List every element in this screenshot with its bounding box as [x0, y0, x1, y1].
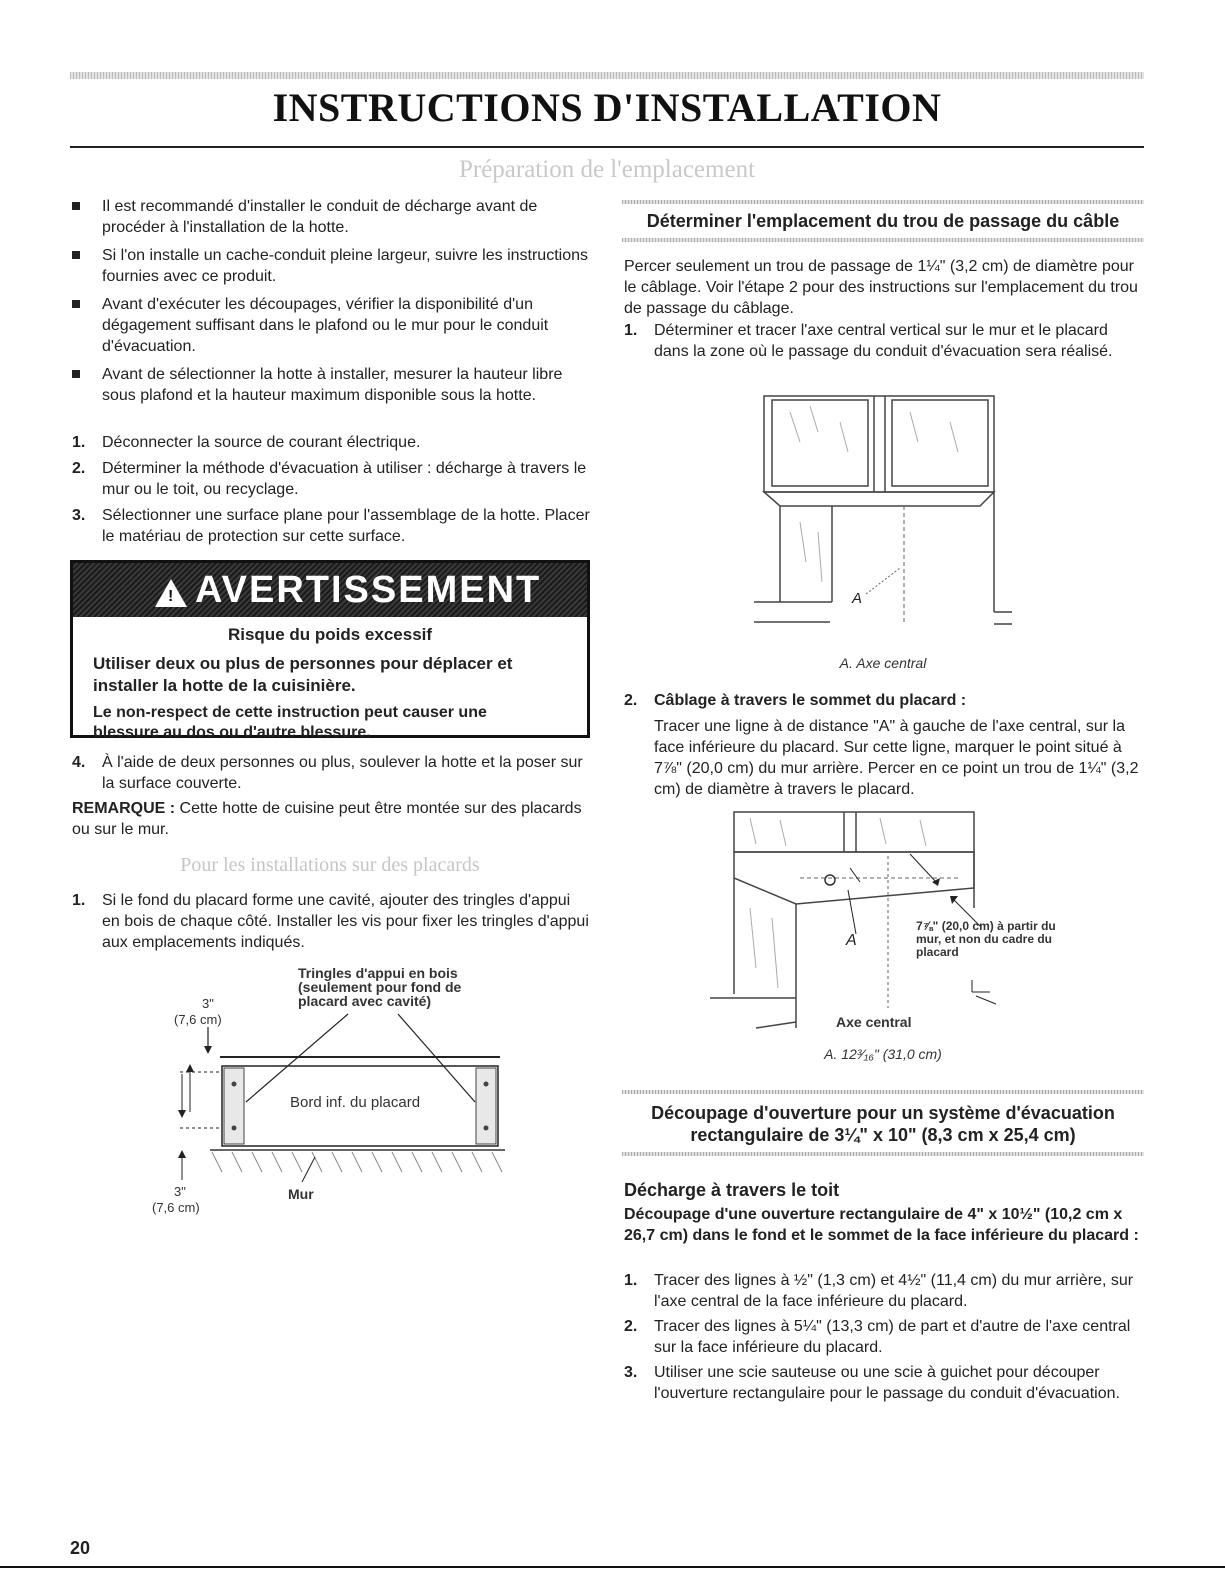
- bullet-text: Il est recommandé d'installer le conduit de décharge avant de procéder à l'installation de la hotte.: [102, 198, 538, 236]
- step-item: [72, 752, 592, 794]
- warning-header-text: AVERTISSEMENT: [195, 569, 542, 611]
- step-item: [72, 505, 592, 547]
- bottom-rule: [0, 1566, 1225, 1568]
- drill-point-figure: [700, 808, 1070, 1038]
- step-number: 1.: [72, 892, 86, 909]
- warning-box: [70, 560, 590, 741]
- centerline-figure-svg: [740, 392, 1020, 638]
- step-number: 4.: [72, 754, 86, 771]
- bullet-text: Si l'on installe un cache-conduit pleine largeur, suivre les instructions fournies avec ce produit.: [102, 247, 588, 285]
- step-title: Câblage à travers le sommet du placard :: [654, 692, 967, 709]
- heading-dotted-bar: [622, 1152, 1144, 1156]
- step-text: Déconnecter la source de courant électrique.: [102, 434, 421, 451]
- step-text: Déterminer la méthode d'évacuation à utiliser : décharge à travers le mur ou le toit, ou recyclage.: [102, 460, 587, 498]
- step-text: Tracer des lignes à 5¼" (13,3 cm) de part et d'autre de l'axe central sur la face inférieure du placard.: [654, 1318, 1131, 1356]
- step-number: 3.: [72, 507, 86, 524]
- figure-label-a: A: [846, 932, 857, 949]
- step-number: 2.: [624, 1318, 638, 1335]
- bullet-mark: [72, 251, 80, 259]
- wall-label: Mur: [288, 1186, 314, 1202]
- remark-label: REMARQUE :: [72, 800, 176, 817]
- step-number: 1.: [72, 434, 86, 451]
- figure-caption: A. Axe central: [839, 655, 927, 671]
- title-rule: [70, 146, 1144, 148]
- bullet-item: [72, 245, 592, 287]
- figure-label-a: A: [852, 590, 863, 607]
- figure-caption: A. 12³⁄₁₆" (31,0 cm): [824, 1046, 942, 1062]
- step-item: [72, 890, 592, 953]
- subsection-title: Pour les installations sur des placards: [180, 854, 480, 876]
- remark-text: Cette hotte de cuisine peut être montée sur des placards ou sur le mur.: [72, 800, 582, 838]
- bullet-mark: [72, 202, 80, 210]
- bullet-mark: [72, 300, 80, 308]
- bottom-edge-label: Bord inf. du placard: [290, 1094, 421, 1111]
- top-dotted-bar: [70, 72, 1144, 79]
- step-number: 2.: [624, 692, 638, 709]
- warning-header: [73, 563, 587, 617]
- cable-hole-heading: Déterminer l'emplacement du trou de passage du câble: [646, 211, 1120, 231]
- bullet-mark: [72, 370, 80, 378]
- section-title: Préparation de l'emplacement: [458, 156, 756, 183]
- step-text: Tracer une ligne à de distance "A" à gauche de l'axe central, sur la face inférieure du placard. Sur cette ligne, marquer le point situé à 7⅞" (20,0 cm) du mur arrière. Percer en ce point un trou de 1¼" (3,2 cm) de diamètre à travers le placard.: [654, 718, 1139, 798]
- remark: [72, 798, 582, 840]
- top-dimension-label: 3": [202, 996, 214, 1011]
- heading-dotted-bar: [622, 200, 1144, 204]
- warning-consequence: Le non-respect de cette instruction peut causer une blessure au dos ou d'autre blessure.: [93, 704, 487, 741]
- distance-label: 7⅞" (20,0 cm) à partir du mur, et non du cadre du placard: [916, 919, 1056, 959]
- step-text: Utiliser une scie sauteuse ou une scie à guichet pour découper l'ouverture rectangulaire pour le passage du conduit d'évacuation.: [654, 1364, 1120, 1402]
- roof-discharge-subtitle: Découpage d'une ouverture rectangulaire de 4" x 10½" (10,2 cm x 26,7 cm) dans le fond et le sommet de la face inférieure du placard :: [624, 1206, 1139, 1244]
- step-item: [624, 1362, 1140, 1404]
- bullet-text: Avant d'exécuter les découpages, vérifier la disponibilité d'un dégagement suffisant dans le plafond ou le mur pour le conduit d'évacuation.: [102, 296, 549, 355]
- warning-title: Risque du poids excessif: [227, 625, 433, 644]
- step-text: Tracer des lignes à ½" (1,3 cm) et 4½" (11,4 cm) du mur arrière, sur l'axe central de la face inférieure du placard.: [654, 1272, 1134, 1310]
- step-text: Déterminer et tracer l'axe central vertical sur le mur et le placard dans la zone où le passage du conduit d'évacuation sera réalisé.: [654, 322, 1113, 360]
- heading-dotted-bar: [622, 1090, 1144, 1094]
- step-item: [624, 1316, 1140, 1358]
- step-number: 2.: [72, 460, 86, 477]
- bottom-dimension-label: 3": [174, 1184, 186, 1199]
- step-text: À l'aide de deux personnes ou plus, soulever la hotte et la poser sur la surface couverte.: [102, 754, 583, 792]
- bullet-item: [72, 364, 592, 406]
- bullet-text: Avant de sélectionner la hotte à installer, mesurer la hauteur libre sous plafond et la hauteur maximum disponible sous la hotte.: [102, 366, 563, 404]
- centerline-figure: [740, 392, 1020, 638]
- center-axis-label: Axe central: [836, 1014, 912, 1030]
- page-title: INSTRUCTIONS D'INSTALLATION: [272, 85, 942, 130]
- step-item: [72, 458, 592, 500]
- top-dimension-cm-label: (7,6 cm): [174, 1012, 222, 1027]
- step-text: Sélectionner une surface plane pour l'assemblage de la hotte. Placer le matériau de protection sur cette surface.: [102, 507, 590, 545]
- step-item: [624, 1270, 1140, 1312]
- rails-diagram: [150, 962, 530, 1217]
- page-number: 20: [70, 1538, 91, 1558]
- bullet-item: [72, 196, 592, 238]
- rectangular-exhaust-heading: Découpage d'ouverture pour un système d'évacuation rectangulaire de 3¼" x 10" (8,3 cm x 25,4 cm): [651, 1103, 1115, 1145]
- step-number: 3.: [624, 1364, 638, 1381]
- step-item: [624, 690, 1140, 711]
- step-number: 1.: [624, 322, 638, 339]
- cable-hole-paragraph: Percer seulement un trou de passage de 1¼" (3,2 cm) de diamètre pour le câblage. Voir l'étape 2 pour des instructions sur l'emplacement du trou de passage du câblage.: [624, 258, 1138, 317]
- step-number: 1.: [624, 1272, 638, 1289]
- exclamation-icon: !: [168, 588, 174, 605]
- rails-label: Tringles d'appui en bois (seulement pour fond de placard avec cavité): [298, 965, 462, 1009]
- step-item: [624, 320, 1140, 362]
- step-text: Si le fond du placard forme une cavité, ajouter des tringles d'appui en bois de chaque côté. Installer les vis pour fixer les tringles d'appui aux emplacements indiqués.: [102, 892, 589, 951]
- bullet-item: [72, 294, 592, 357]
- bottom-dimension-cm-label: (7,6 cm): [152, 1200, 200, 1215]
- roof-discharge-title: Décharge à travers le toit: [624, 1180, 840, 1200]
- step-item: [72, 432, 592, 453]
- heading-dotted-bar: [622, 238, 1144, 242]
- warning-instruction: Utiliser deux ou plus de personnes pour déplacer et installer la hotte de la cuisinière.: [93, 654, 513, 695]
